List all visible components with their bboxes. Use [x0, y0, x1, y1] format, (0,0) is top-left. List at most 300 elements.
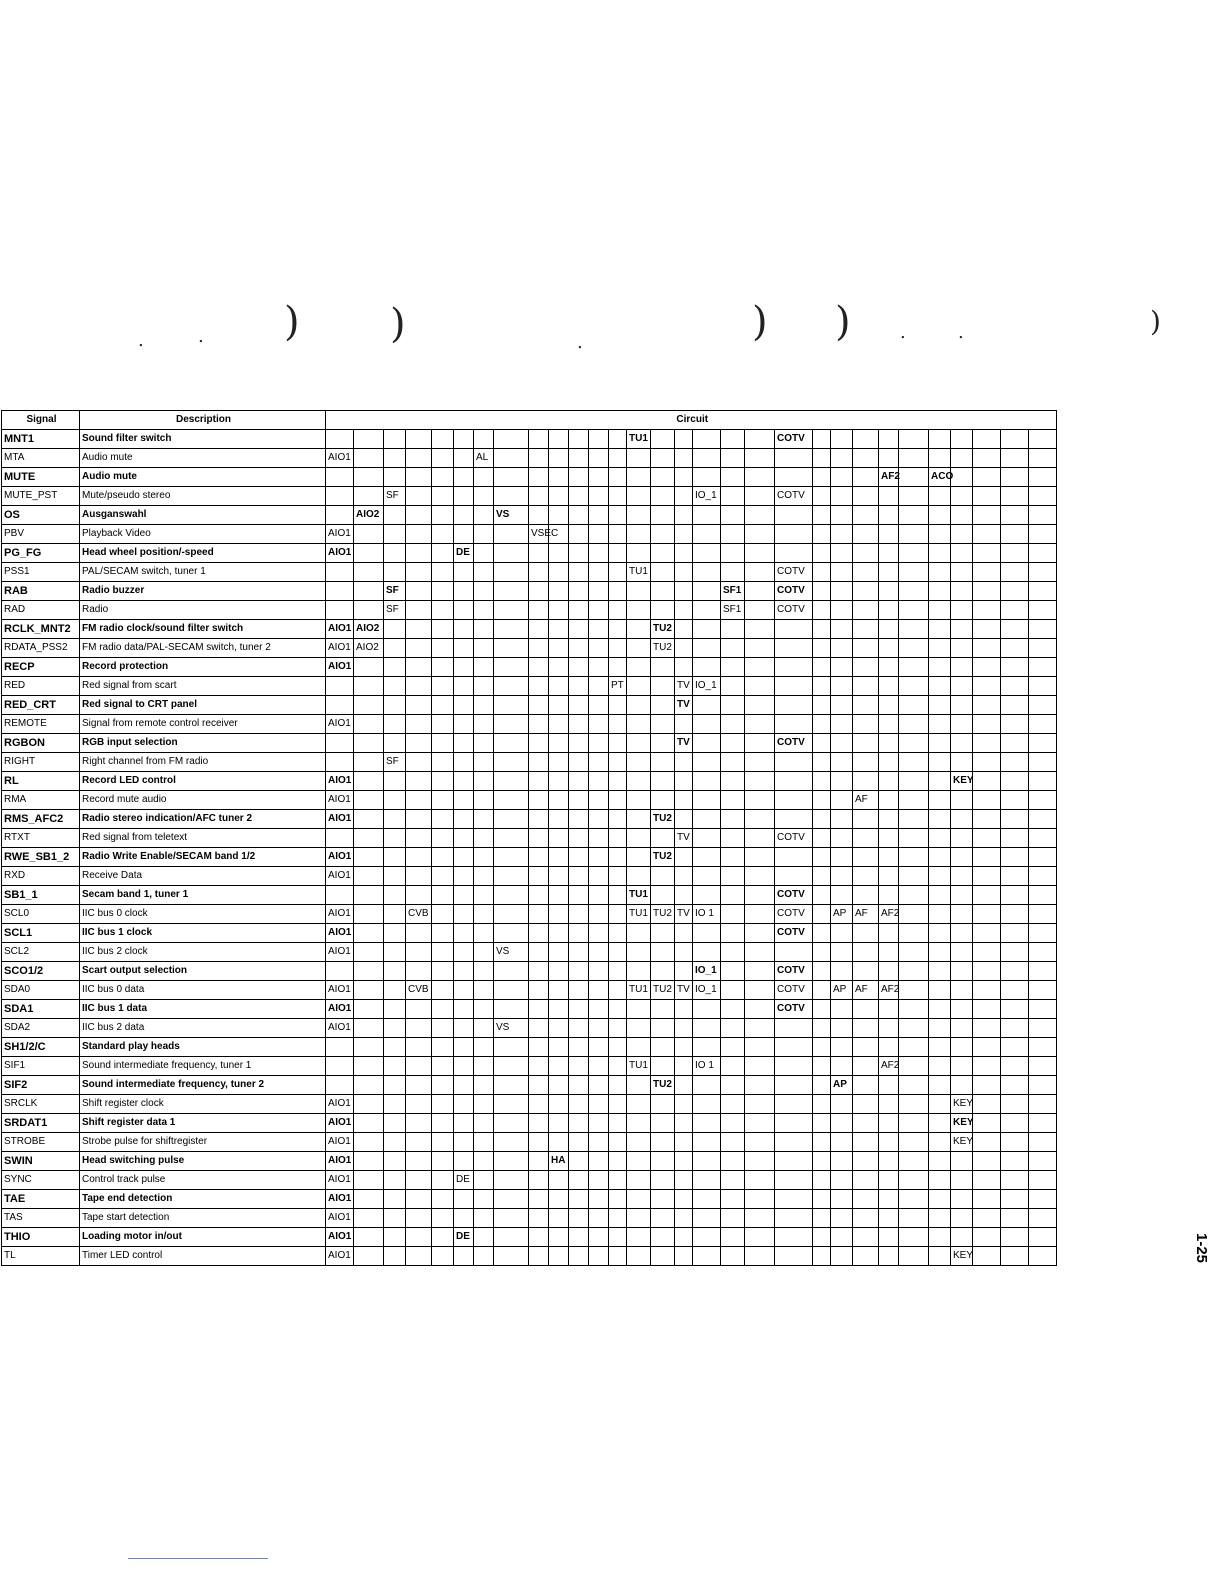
circuit-cell [326, 468, 354, 487]
circuit-cell [831, 791, 853, 810]
circuit-cell [1001, 1057, 1029, 1076]
circuit-cell [384, 1095, 406, 1114]
circuit-cell [494, 715, 529, 734]
circuit-cell: DE [454, 544, 474, 563]
circuit-cell [432, 1247, 454, 1266]
circuit-cell [354, 810, 384, 829]
circuit-cell [831, 582, 853, 601]
circuit-cell [609, 1076, 627, 1095]
circuit-cell [745, 1076, 775, 1095]
description-cell: Control track pulse [80, 1171, 326, 1190]
circuit-cell [326, 753, 354, 772]
circuit-cell [831, 943, 853, 962]
signal-cell: RGBON [2, 734, 80, 753]
circuit-cell [474, 886, 494, 905]
circuit-cell: AIO1 [326, 1228, 354, 1247]
circuit-cell [853, 658, 879, 677]
circuit-cell [831, 753, 853, 772]
signal-cell: SIF2 [2, 1076, 80, 1095]
circuit-cell [745, 487, 775, 506]
circuit-cell [326, 582, 354, 601]
circuit-cell [721, 867, 745, 886]
circuit-cell [831, 734, 853, 753]
circuit-cell [831, 525, 853, 544]
circuit-cell [951, 1228, 973, 1247]
signal-cell: RTXT [2, 829, 80, 848]
signal-cell: PBV [2, 525, 80, 544]
circuit-cell [929, 1076, 951, 1095]
signal-cell: SRCLK [2, 1095, 80, 1114]
circuit-cell [675, 1247, 693, 1266]
circuit-cell [474, 506, 494, 525]
circuit-cell [693, 525, 721, 544]
description-cell: Secam band 1, tuner 1 [80, 886, 326, 905]
circuit-cell [929, 525, 951, 544]
circuit-cell [879, 1076, 899, 1095]
circuit-cell [1029, 449, 1057, 468]
circuit-cell [529, 848, 549, 867]
circuit-cell: DE [454, 1228, 474, 1247]
circuit-cell [929, 1095, 951, 1114]
circuit-cell [454, 1209, 474, 1228]
circuit-cell [1029, 677, 1057, 696]
circuit-cell [609, 1038, 627, 1057]
circuit-cell [494, 620, 529, 639]
circuit-cell [569, 981, 589, 1000]
circuit-cell [1001, 506, 1029, 525]
circuit-cell [813, 715, 831, 734]
circuit-cell [384, 924, 406, 943]
circuit-cell [693, 734, 721, 753]
description-cell: Shift register clock [80, 1095, 326, 1114]
circuit-cell [529, 1190, 549, 1209]
circuit-cell [627, 468, 651, 487]
circuit-cell [454, 677, 474, 696]
circuit-cell [569, 1000, 589, 1019]
signal-cell: THIO [2, 1228, 80, 1247]
circuit-cell [693, 1228, 721, 1247]
circuit-cell [721, 1228, 745, 1247]
circuit-cell [929, 563, 951, 582]
circuit-cell [454, 468, 474, 487]
signal-table [1, 410, 1057, 1266]
circuit-cell [609, 449, 627, 468]
circuit-cell: TV [675, 696, 693, 715]
circuit-cell [589, 905, 609, 924]
circuit-cell [384, 1000, 406, 1019]
circuit-cell [494, 449, 529, 468]
circuit-cell [529, 601, 549, 620]
signal-cell: SDA2 [2, 1019, 80, 1038]
circuit-cell [384, 696, 406, 715]
circuit-cell [609, 848, 627, 867]
circuit-cell [775, 1152, 813, 1171]
circuit-cell [879, 506, 899, 525]
circuit-cell [1029, 506, 1057, 525]
circuit-cell [1001, 487, 1029, 506]
circuit-cell [675, 620, 693, 639]
circuit-cell [406, 430, 432, 449]
circuit-cell [549, 1038, 569, 1057]
circuit-cell [853, 487, 879, 506]
circuit-cell [929, 1019, 951, 1038]
circuit-cell [651, 658, 675, 677]
circuit-cell [432, 1095, 454, 1114]
circuit-cell [609, 1171, 627, 1190]
circuit-cell [627, 772, 651, 791]
circuit-cell [929, 1171, 951, 1190]
circuit-cell [589, 1190, 609, 1209]
circuit-cell [474, 525, 494, 544]
circuit-cell [1029, 715, 1057, 734]
circuit-cell [406, 1190, 432, 1209]
circuit-cell: TU2 [651, 1076, 675, 1095]
circuit-cell [326, 829, 354, 848]
circuit-cell [879, 791, 899, 810]
circuit-cell [609, 867, 627, 886]
circuit-cell [813, 639, 831, 658]
circuit-cell [853, 1209, 879, 1228]
circuit-cell [569, 1171, 589, 1190]
circuit-cell [929, 1190, 951, 1209]
circuit-cell [589, 981, 609, 1000]
circuit-cell [651, 1133, 675, 1152]
circuit-cell [549, 601, 569, 620]
circuit-cell [609, 563, 627, 582]
circuit-cell [384, 468, 406, 487]
circuit-cell [721, 449, 745, 468]
circuit-cell [384, 829, 406, 848]
circuit-cell [951, 601, 973, 620]
circuit-cell [432, 1190, 454, 1209]
circuit-cell [1029, 943, 1057, 962]
circuit-cell [929, 506, 951, 525]
circuit-cell [627, 639, 651, 658]
circuit-cell: AIO1 [326, 943, 354, 962]
circuit-cell [973, 449, 1001, 468]
circuit-cell [589, 468, 609, 487]
circuit-cell [929, 544, 951, 563]
circuit-cell [406, 810, 432, 829]
circuit-cell [569, 449, 589, 468]
table-row [2, 677, 1057, 696]
circuit-cell [1029, 430, 1057, 449]
circuit-cell [929, 715, 951, 734]
circuit-cell: COTV [775, 962, 813, 981]
circuit-cell [693, 506, 721, 525]
circuit-cell [775, 696, 813, 715]
table-row [2, 430, 1057, 449]
circuit-cell [494, 1190, 529, 1209]
circuit-cell [529, 1114, 549, 1133]
circuit-cell [675, 506, 693, 525]
circuit-cell [354, 734, 384, 753]
scan-dot: . [958, 322, 964, 343]
circuit-cell [549, 487, 569, 506]
circuit-cell [406, 620, 432, 639]
circuit-cell [384, 810, 406, 829]
circuit-cell [627, 506, 651, 525]
circuit-cell [973, 525, 1001, 544]
table-row [2, 1133, 1057, 1152]
circuit-cell [745, 506, 775, 525]
circuit-cell [879, 715, 899, 734]
circuit-cell [721, 1209, 745, 1228]
circuit-cell [951, 1057, 973, 1076]
circuit-cell [853, 1190, 879, 1209]
circuit-cell: CVB [406, 981, 432, 1000]
circuit-cell [853, 829, 879, 848]
circuit-cell [853, 696, 879, 715]
circuit-cell [675, 1038, 693, 1057]
circuit-cell [879, 924, 899, 943]
circuit-cell [494, 525, 529, 544]
circuit-cell [406, 1019, 432, 1038]
circuit-cell [529, 1019, 549, 1038]
circuit-cell [853, 1171, 879, 1190]
circuit-cell [831, 772, 853, 791]
circuit-cell [1001, 867, 1029, 886]
circuit-cell [354, 658, 384, 677]
circuit-cell [1029, 981, 1057, 1000]
circuit-cell [354, 924, 384, 943]
circuit-cell [494, 810, 529, 829]
circuit-cell [432, 1209, 454, 1228]
circuit-cell [406, 677, 432, 696]
circuit-cell [973, 487, 1001, 506]
circuit-cell [675, 1076, 693, 1095]
circuit-cell [589, 525, 609, 544]
signal-cell: SRDAT1 [2, 1114, 80, 1133]
circuit-cell [899, 905, 929, 924]
circuit-cell [406, 886, 432, 905]
circuit-cell [899, 734, 929, 753]
circuit-cell [879, 677, 899, 696]
circuit-cell [721, 677, 745, 696]
table-row [2, 1190, 1057, 1209]
circuit-cell [879, 1190, 899, 1209]
circuit-cell [929, 582, 951, 601]
circuit-cell [609, 1057, 627, 1076]
circuit-cell: KEY [951, 1114, 973, 1133]
circuit-cell [929, 601, 951, 620]
circuit-cell [494, 1152, 529, 1171]
circuit-cell [775, 468, 813, 487]
circuit-cell [745, 829, 775, 848]
circuit-cell [474, 1114, 494, 1133]
circuit-cell [651, 563, 675, 582]
circuit-cell [384, 430, 406, 449]
circuit-cell [569, 962, 589, 981]
circuit-cell [627, 1095, 651, 1114]
circuit-cell [973, 658, 1001, 677]
circuit-cell [853, 734, 879, 753]
circuit-cell [569, 658, 589, 677]
header-circuit: Circuit [326, 411, 1057, 430]
circuit-cell [951, 734, 973, 753]
circuit-cell [494, 981, 529, 1000]
circuit-cell: TU2 [651, 981, 675, 1000]
circuit-cell [899, 487, 929, 506]
description-cell: IIC bus 1 data [80, 1000, 326, 1019]
signal-cell: RECP [2, 658, 80, 677]
circuit-cell [899, 1057, 929, 1076]
table-row [2, 620, 1057, 639]
circuit-cell [651, 1228, 675, 1247]
circuit-cell [454, 772, 474, 791]
circuit-cell [853, 506, 879, 525]
circuit-cell [627, 525, 651, 544]
circuit-cell [721, 658, 745, 677]
signal-cell: RCLK_MNT2 [2, 620, 80, 639]
circuit-cell [721, 563, 745, 582]
signal-cell: RWE_SB1_2 [2, 848, 80, 867]
circuit-cell [951, 886, 973, 905]
circuit-cell [474, 848, 494, 867]
circuit-cell [813, 563, 831, 582]
circuit-cell [432, 810, 454, 829]
circuit-cell [651, 696, 675, 715]
signal-cell: SB1_1 [2, 886, 80, 905]
circuit-cell [899, 1171, 929, 1190]
circuit-cell [406, 1228, 432, 1247]
circuit-cell [721, 1038, 745, 1057]
circuit-cell [745, 886, 775, 905]
circuit-cell [745, 468, 775, 487]
circuit-cell [675, 1000, 693, 1019]
circuit-cell [432, 772, 454, 791]
circuit-cell [899, 620, 929, 639]
circuit-cell [951, 544, 973, 563]
circuit-cell [384, 506, 406, 525]
circuit-cell [1029, 1095, 1057, 1114]
table-row [2, 449, 1057, 468]
circuit-cell: AIO1 [326, 1190, 354, 1209]
circuit-cell [951, 715, 973, 734]
circuit-cell [406, 525, 432, 544]
circuit-cell [494, 658, 529, 677]
circuit-cell [693, 658, 721, 677]
circuit-cell [627, 1171, 651, 1190]
circuit-cell [813, 620, 831, 639]
circuit-cell [853, 1038, 879, 1057]
table-row [2, 753, 1057, 772]
circuit-cell [693, 449, 721, 468]
circuit-cell [609, 1209, 627, 1228]
circuit-cell [853, 1228, 879, 1247]
circuit-cell [494, 867, 529, 886]
scan-dot: . [138, 330, 144, 351]
circuit-cell [693, 468, 721, 487]
circuit-cell [1001, 430, 1029, 449]
circuit-cell [384, 677, 406, 696]
circuit-cell [384, 1190, 406, 1209]
circuit-cell [529, 1057, 549, 1076]
circuit-cell [609, 1000, 627, 1019]
circuit-cell [454, 1019, 474, 1038]
circuit-cell [354, 468, 384, 487]
circuit-cell [813, 1152, 831, 1171]
circuit-cell [651, 772, 675, 791]
table-row [2, 981, 1057, 1000]
circuit-cell [721, 905, 745, 924]
circuit-cell [745, 848, 775, 867]
circuit-cell [813, 848, 831, 867]
circuit-cell [1001, 962, 1029, 981]
circuit-cell [589, 639, 609, 658]
circuit-cell [454, 1152, 474, 1171]
circuit-cell [693, 430, 721, 449]
table-row [2, 487, 1057, 506]
circuit-cell [651, 677, 675, 696]
circuit-cell [609, 1114, 627, 1133]
circuit-cell [354, 886, 384, 905]
circuit-cell [899, 1019, 929, 1038]
circuit-cell: AF2 [879, 905, 899, 924]
circuit-cell: TV [675, 981, 693, 1000]
circuit-cell [831, 810, 853, 829]
circuit-cell [675, 525, 693, 544]
signal-cell: SCO1/2 [2, 962, 80, 981]
table-row [2, 1247, 1057, 1266]
circuit-cell [899, 639, 929, 658]
circuit-cell [529, 487, 549, 506]
circuit-cell [929, 905, 951, 924]
circuit-cell [406, 962, 432, 981]
circuit-cell [813, 449, 831, 468]
circuit-cell [853, 1114, 879, 1133]
circuit-cell: TV [675, 677, 693, 696]
circuit-cell [549, 1133, 569, 1152]
circuit-cell [589, 1076, 609, 1095]
circuit-cell [775, 639, 813, 658]
circuit-cell [879, 829, 899, 848]
table-row [2, 1209, 1057, 1228]
circuit-cell [899, 563, 929, 582]
circuit-cell [354, 1019, 384, 1038]
circuit-cell [879, 449, 899, 468]
circuit-cell [549, 943, 569, 962]
circuit-cell [675, 943, 693, 962]
description-cell: Loading motor in/out [80, 1228, 326, 1247]
circuit-cell [354, 563, 384, 582]
circuit-cell [406, 1057, 432, 1076]
circuit-cell [879, 620, 899, 639]
circuit-cell [899, 981, 929, 1000]
circuit-cell [951, 924, 973, 943]
circuit-cell: AF2 [879, 1057, 899, 1076]
circuit-cell [326, 677, 354, 696]
circuit-cell [529, 715, 549, 734]
circuit-cell [899, 677, 929, 696]
circuit-cell [354, 1171, 384, 1190]
circuit-cell [454, 620, 474, 639]
circuit-cell [721, 734, 745, 753]
circuit-cell [899, 810, 929, 829]
circuit-cell [1001, 1076, 1029, 1095]
description-cell: Sound intermediate frequency, tuner 2 [80, 1076, 326, 1095]
circuit-cell [651, 715, 675, 734]
table-row [2, 1038, 1057, 1057]
circuit-cell [326, 563, 354, 582]
circuit-cell [1001, 1209, 1029, 1228]
circuit-cell [813, 829, 831, 848]
circuit-cell [529, 582, 549, 601]
circuit-cell [899, 544, 929, 563]
circuit-cell [1001, 1133, 1029, 1152]
circuit-cell [384, 867, 406, 886]
table-row [2, 525, 1057, 544]
